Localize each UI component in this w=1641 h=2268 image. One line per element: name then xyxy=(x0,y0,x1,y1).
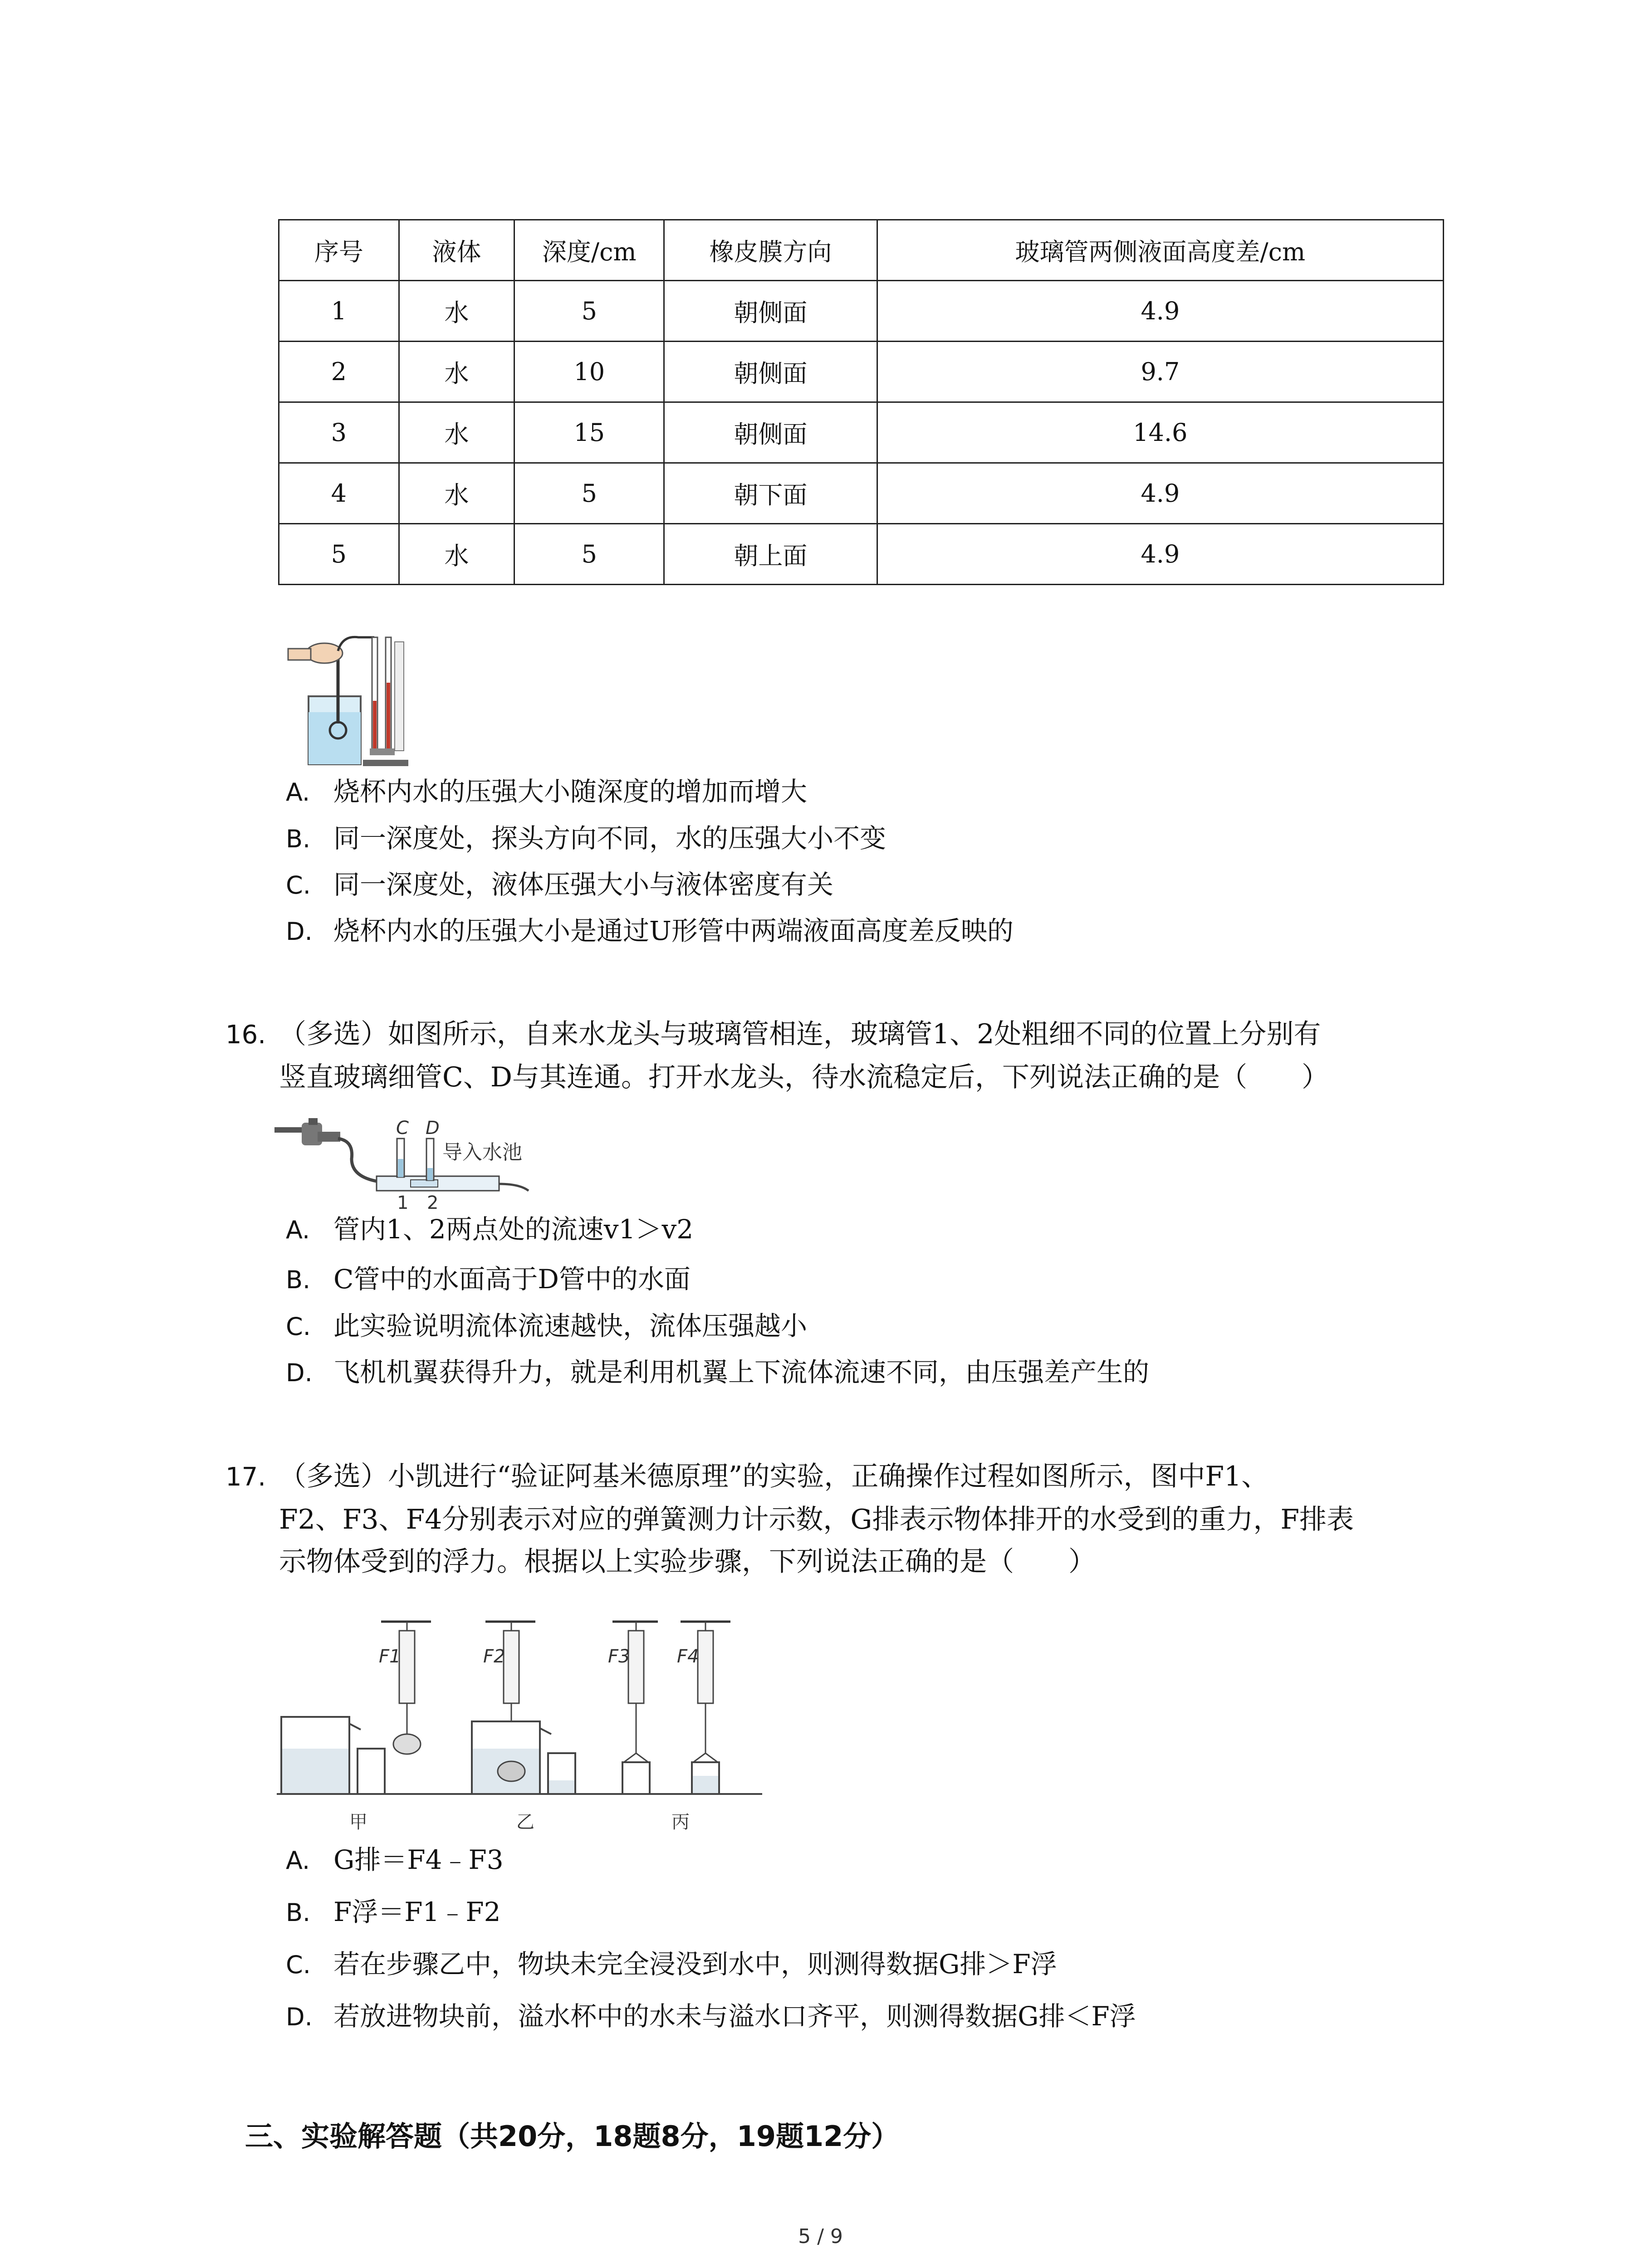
label-f4: F4 xyxy=(677,1646,699,1667)
table-cell: 朝上面 xyxy=(664,524,877,585)
label-f2: F2 xyxy=(483,1646,505,1667)
venturi-tube-figure xyxy=(274,1118,556,1213)
table-cell: 9.7 xyxy=(877,342,1443,402)
q17-line3: 示物体受到的浮力。根据以上实验步骤，下列说法正确的是（ ） xyxy=(279,1546,1096,1578)
q17-option-c xyxy=(286,1946,1057,1983)
q16-line2: 竖直玻璃细管C、D与其连通。打开水龙头，待水流稳定后，下列说法正确的是（ ） xyxy=(279,1061,1329,1093)
table-row xyxy=(279,402,1444,463)
option-letter: A. xyxy=(286,778,310,807)
table-header: 液体 xyxy=(399,220,514,281)
table-cell: 水 xyxy=(399,342,514,402)
q16-option-b xyxy=(286,1261,691,1298)
option-letter: A. xyxy=(286,1216,310,1244)
q15-option-d xyxy=(286,913,1014,950)
q15-option-c xyxy=(286,866,833,904)
table-header: 序号 xyxy=(279,220,399,281)
table-cell: 4 xyxy=(279,463,399,524)
option-letter: C. xyxy=(286,1312,311,1341)
label-pool: 导入水池 xyxy=(442,1141,522,1164)
table-cell: 14.6 xyxy=(877,402,1443,463)
question-number: 17. xyxy=(225,1462,266,1492)
q16-option-d xyxy=(286,1354,1149,1391)
table-cell: 4.9 xyxy=(877,524,1443,585)
table-header: 橡皮膜方向 xyxy=(664,220,877,281)
table-header: 玻璃管两侧液面高度差/cm xyxy=(877,220,1443,281)
question-text: （多选）如图所示，自来水龙头与玻璃管相连，玻璃管1、2处粗细不同的位置上分别有 xyxy=(279,1018,1321,1050)
option-text: F浮＝F1﹣F2 xyxy=(333,1897,501,1927)
option-letter: B. xyxy=(286,1898,311,1927)
pressure-gauge-figure xyxy=(279,633,415,769)
option-text: 烧杯内水的压强大小是通过U形管中两端液面高度差反映的 xyxy=(333,915,1014,946)
table-cell: 10 xyxy=(514,342,664,402)
option-text: 此实验说明流体流速越快，流体压强越小 xyxy=(333,1310,808,1341)
q15-option-a xyxy=(286,773,807,811)
table-header-row xyxy=(279,220,1444,281)
option-text: 烧杯内水的压强大小随深度的增加而增大 xyxy=(333,776,808,807)
table-cell: 水 xyxy=(399,402,514,463)
section-heading: 三、实验解答题（共20分，18题8分，19题12分） xyxy=(245,2120,900,2153)
option-letter: D. xyxy=(286,917,313,946)
table-cell: 1 xyxy=(279,281,399,342)
option-letter: D. xyxy=(286,1359,313,1387)
q16-option-a xyxy=(286,1211,693,1248)
option-text: C管中的水面高于D管中的水面 xyxy=(333,1264,691,1295)
table-cell: 2 xyxy=(279,342,399,402)
q16-option-c xyxy=(286,1308,807,1345)
option-letter: C. xyxy=(286,1950,311,1979)
question-number: 16. xyxy=(225,1020,266,1050)
table-row xyxy=(279,463,1444,524)
table-cell: 4.9 xyxy=(877,463,1443,524)
q17-line1 xyxy=(225,1458,1269,1496)
option-text: 同一深度处，液体压强大小与液体密度有关 xyxy=(333,869,834,900)
table-cell: 朝下面 xyxy=(664,463,877,524)
table-cell: 5 xyxy=(514,524,664,585)
option-text: 若在步骤乙中，物块未完全浸没到水中，则测得数据G排＞F浮 xyxy=(333,1949,1057,1980)
table-cell: 5 xyxy=(514,281,664,342)
q16-line1 xyxy=(225,1016,1321,1053)
label-bing: 丙 xyxy=(671,1812,690,1833)
option-text: 管内1、2两点处的流速v1＞v2 xyxy=(333,1214,694,1245)
label-jia: 甲 xyxy=(349,1812,367,1833)
table-cell: 水 xyxy=(399,524,514,585)
table-cell: 5 xyxy=(279,524,399,585)
option-letter: C. xyxy=(286,871,311,899)
table-header: 深度/cm xyxy=(514,220,664,281)
option-letter: D. xyxy=(286,2003,313,2031)
table-cell: 朝侧面 xyxy=(664,342,877,402)
table-cell: 朝侧面 xyxy=(664,281,877,342)
option-text: 飞机机翼获得升力，就是利用机翼上下流体流速不同，由压强差产生的 xyxy=(333,1357,1150,1388)
archimedes-experiment-figure xyxy=(277,1613,767,1835)
table-cell: 朝侧面 xyxy=(664,402,877,463)
option-letter: A. xyxy=(286,1846,310,1875)
option-text: G排＝F4﹣F3 xyxy=(333,1844,504,1875)
q17-line2: F2、F3、F4分别表示对应的弹簧测力计示数，G排表示物体排开的水受到的重力，F排表 xyxy=(279,1504,1354,1535)
table-cell: 4.9 xyxy=(877,281,1443,342)
label-point-2: 2 xyxy=(427,1193,439,1213)
table-cell: 水 xyxy=(399,463,514,524)
label-f3: F3 xyxy=(608,1646,630,1667)
label-yi: 乙 xyxy=(516,1812,534,1833)
question-text: （多选）小凯进行“验证阿基米德原理”的实验，正确操作过程如图所示，图中F1、 xyxy=(279,1461,1269,1492)
table-row xyxy=(279,342,1444,402)
option-letter: B. xyxy=(286,825,311,853)
table-cell: 水 xyxy=(399,281,514,342)
option-letter: B. xyxy=(286,1266,311,1294)
label-point-1: 1 xyxy=(397,1193,409,1213)
table-cell: 3 xyxy=(279,402,399,463)
q17-option-b xyxy=(286,1894,501,1931)
table-row xyxy=(279,524,1444,585)
option-text: 同一深度处，探头方向不同，水的压强大小不变 xyxy=(333,823,887,854)
table-row xyxy=(279,281,1444,342)
q17-option-a xyxy=(286,1842,504,1879)
table-cell: 5 xyxy=(514,463,664,524)
data-table xyxy=(278,219,1444,585)
option-text: 若放进物块前，溢水杯中的水未与溢水口齐平，则测得数据G排＜F浮 xyxy=(333,2001,1136,2032)
label-f1: F1 xyxy=(379,1646,401,1667)
label-c: C xyxy=(396,1118,409,1139)
q17-option-d xyxy=(286,1998,1136,2035)
q15-option-b xyxy=(286,820,886,857)
page-number: 5 / 9 xyxy=(798,2225,843,2248)
table-cell: 15 xyxy=(514,402,664,463)
label-d: D xyxy=(426,1118,440,1139)
